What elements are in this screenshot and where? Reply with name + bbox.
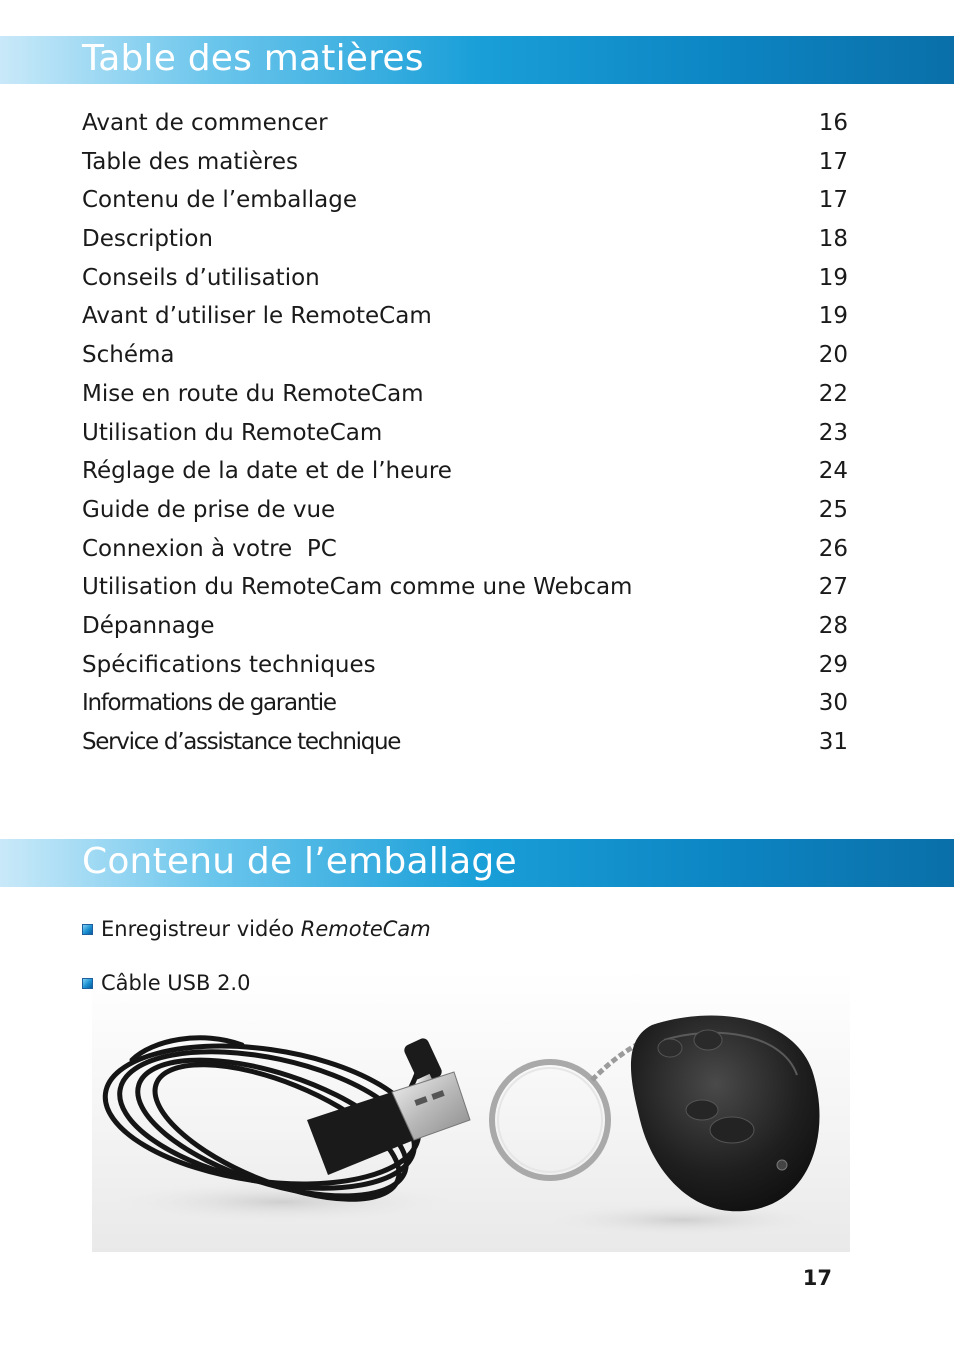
package-item-emphasis: RemoteCam: [300, 917, 431, 941]
toc-entry-page: 20: [818, 342, 848, 369]
package-item-text: Câble USB 2.0: [101, 971, 251, 995]
blue-square-bullet-icon: [82, 978, 93, 989]
toc-entry-page: 27: [818, 574, 848, 601]
toc-entry[interactable]: [82, 568, 848, 607]
toc-entry-page: 24: [818, 458, 848, 485]
toc-entry-label: Schéma: [82, 342, 175, 369]
package-item-text: Enregistreur vidéo: [101, 917, 301, 941]
toc-entry-label: Contenu de l’emballage: [82, 187, 357, 214]
remotecam-key-fob: [631, 1015, 820, 1211]
toc-entry[interactable]: [82, 259, 848, 298]
toc-entry-page: 29: [818, 651, 848, 678]
toc-entry-page: 28: [818, 612, 848, 639]
toc-entry-label: Spécifications techniques: [82, 651, 376, 678]
toc-entry[interactable]: [82, 297, 848, 336]
toc-entry-label: Connexion à votre PC: [82, 535, 337, 562]
toc-entry[interactable]: [82, 104, 848, 143]
toc-heading: Table des matières: [82, 38, 424, 79]
toc-entry-page: 30: [818, 690, 848, 717]
toc-entry-label: Avant de commencer: [82, 110, 328, 136]
page-number: 17: [802, 1266, 832, 1290]
package-item-recorder: [82, 914, 431, 944]
toc-entry[interactable]: [82, 375, 848, 414]
toc-entry-label: Table des matières: [82, 148, 298, 175]
toc-entry-label: Description: [82, 226, 213, 253]
toc-entry-label: Réglage de la date et de l’heure: [82, 458, 452, 485]
toc-entry-label: Informations de garantie: [82, 690, 336, 717]
toc-entry[interactable]: [82, 414, 848, 453]
toc-entry[interactable]: [82, 607, 848, 646]
toc-entry-page: 17: [818, 187, 848, 214]
toc-entry[interactable]: [82, 143, 848, 182]
toc-entry-label: Avant d’utiliser le RemoteCam: [82, 303, 432, 330]
remotecam-button: [686, 1100, 718, 1120]
toc-entry[interactable]: [82, 452, 848, 491]
toc-entry-page: 19: [818, 264, 848, 291]
keyring: [492, 1038, 652, 1178]
lens-icon: [777, 1160, 787, 1170]
blue-square-bullet-icon: [82, 924, 93, 935]
toc-entry[interactable]: [82, 684, 848, 723]
toc-entry-page: 25: [818, 496, 848, 523]
remotecam-shadow: [532, 1202, 832, 1238]
toc-entry[interactable]: [82, 181, 848, 220]
package-item-cable: [82, 968, 250, 998]
toc-entry-page: 23: [818, 419, 848, 446]
remotecam-button: [710, 1117, 754, 1143]
toc-entry-label: Dépannage: [82, 612, 215, 639]
product-photo: [92, 970, 850, 1252]
toc-entry[interactable]: [82, 336, 848, 375]
toc-entry-label: Service d’assistance technique: [82, 729, 401, 755]
toc-entry-label: Conseils d’utilisation: [82, 264, 320, 291]
package-heading: Contenu de l’emballage: [82, 841, 517, 882]
toc-entry-page: 22: [818, 380, 848, 407]
toc-entry-page: 18: [818, 226, 848, 253]
toc-entry-page: 17: [818, 148, 848, 175]
toc-entry-page: 26: [818, 535, 848, 562]
toc-list: [82, 104, 848, 762]
toc-entry[interactable]: [82, 646, 848, 685]
toc-entry-page: 16: [818, 110, 848, 136]
toc-banner: [0, 36, 954, 84]
remotecam-button: [694, 1030, 722, 1050]
toc-entry-label: Utilisation du RemoteCam: [82, 419, 383, 446]
toc-entry[interactable]: [82, 530, 848, 569]
toc-entry[interactable]: [82, 220, 848, 259]
toc-entry-label: Guide de prise de vue: [82, 496, 336, 523]
toc-entry-page: 31: [818, 729, 848, 755]
toc-entry[interactable]: [82, 723, 848, 762]
toc-entry[interactable]: [82, 491, 848, 530]
product-photo-illustration: [92, 970, 850, 1252]
remotecam-button: [658, 1039, 682, 1057]
toc-entry-label: Mise en route du RemoteCam: [82, 380, 424, 407]
toc-entry-page: 19: [818, 303, 848, 330]
toc-entry-label: Utilisation du RemoteCam comme une Webcam: [82, 574, 633, 601]
package-banner: [0, 839, 954, 887]
